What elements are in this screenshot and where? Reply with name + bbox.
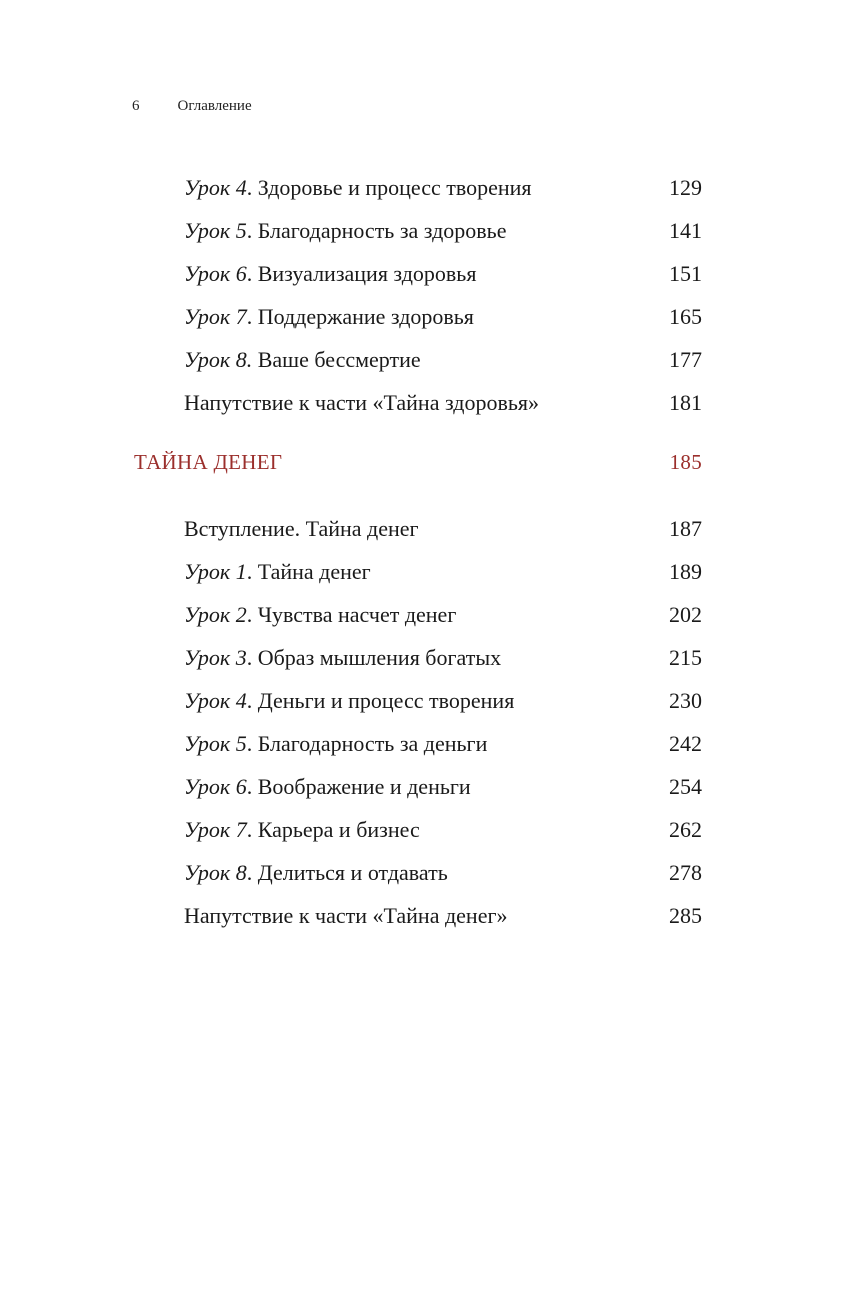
toc-entry-title: Вступление. Тайна денег — [184, 516, 419, 541]
toc-entry-title: Урок 7. Поддержание здоровья — [184, 304, 474, 329]
toc-group-health — [184, 166, 702, 424]
toc-entry-title: Урок 4. Здоровье и процесс творения — [184, 175, 532, 200]
toc-entry-page: 230 — [669, 688, 702, 713]
toc-entry — [184, 338, 702, 381]
toc-entry-page: 177 — [669, 347, 702, 372]
toc-entry-title: Урок 4. Деньги и процесс творения — [184, 688, 515, 713]
toc-entry — [184, 679, 702, 722]
section-page: 185 — [669, 450, 702, 474]
toc-entry-page: 181 — [669, 390, 702, 415]
toc-entry-page: 141 — [669, 218, 702, 243]
toc-entry-title: Урок 6. Визуализация здоровья — [184, 261, 477, 286]
toc-entry-title: Урок 1. Тайна денег — [184, 559, 371, 584]
running-title: Оглавление — [177, 98, 252, 114]
toc-entry-page: 189 — [669, 559, 702, 584]
toc-entry-title: Урок 8. Делиться и отдавать — [184, 860, 448, 885]
page-number: 6 — [132, 98, 140, 114]
toc-entry-page: 165 — [669, 304, 702, 329]
section-title: ТАЙНА ДЕНЕГ — [134, 450, 283, 474]
toc-entry-page: 254 — [669, 774, 702, 799]
toc-entry-page: 262 — [669, 817, 702, 842]
toc-entry-title: Урок 5. Благодарность за здоровье — [184, 218, 507, 243]
toc-entry-page: 187 — [669, 516, 702, 541]
toc-group-money — [184, 507, 702, 937]
toc-entry — [184, 252, 702, 295]
toc-entry — [184, 381, 702, 424]
toc-entry — [184, 765, 702, 808]
toc-entry — [184, 550, 702, 593]
toc-entry — [184, 295, 702, 338]
toc-entry — [184, 593, 702, 636]
toc-entry-title: Урок 5. Благодарность за деньги — [184, 731, 488, 756]
toc-entry-title: Урок 6. Воображение и деньги — [184, 774, 471, 799]
toc-entry — [184, 636, 702, 679]
toc-entry-page: 215 — [669, 645, 702, 670]
toc-entry-page: 285 — [669, 903, 702, 928]
toc-entry-page: 151 — [669, 261, 702, 286]
toc-entry-title: Урок 8. Ваше бессмертие — [184, 347, 421, 372]
toc-entry — [184, 209, 702, 252]
toc-entry-page: 202 — [669, 602, 702, 627]
toc-entry — [184, 722, 702, 765]
toc-entry-page: 242 — [669, 731, 702, 756]
section-heading — [134, 450, 702, 475]
toc-entry — [184, 166, 702, 209]
running-head — [132, 98, 252, 115]
toc-entry-title: Урок 2. Чувства насчет денег — [184, 602, 457, 627]
toc-entry-title: Урок 7. Карьера и бизнес — [184, 817, 420, 842]
toc-entry-title: Урок 3. Образ мышления богатых — [184, 645, 502, 670]
toc-entry-title: Напутствие к части «Тайна здоровья» — [184, 390, 539, 415]
toc-entry — [184, 808, 702, 851]
toc-entry — [184, 894, 702, 937]
toc-entry-page: 129 — [669, 175, 702, 200]
toc-entry — [184, 851, 702, 894]
toc-entry-page: 278 — [669, 860, 702, 885]
toc-entry — [184, 507, 702, 550]
toc-entry-title: Напутствие к части «Тайна денег» — [184, 903, 508, 928]
